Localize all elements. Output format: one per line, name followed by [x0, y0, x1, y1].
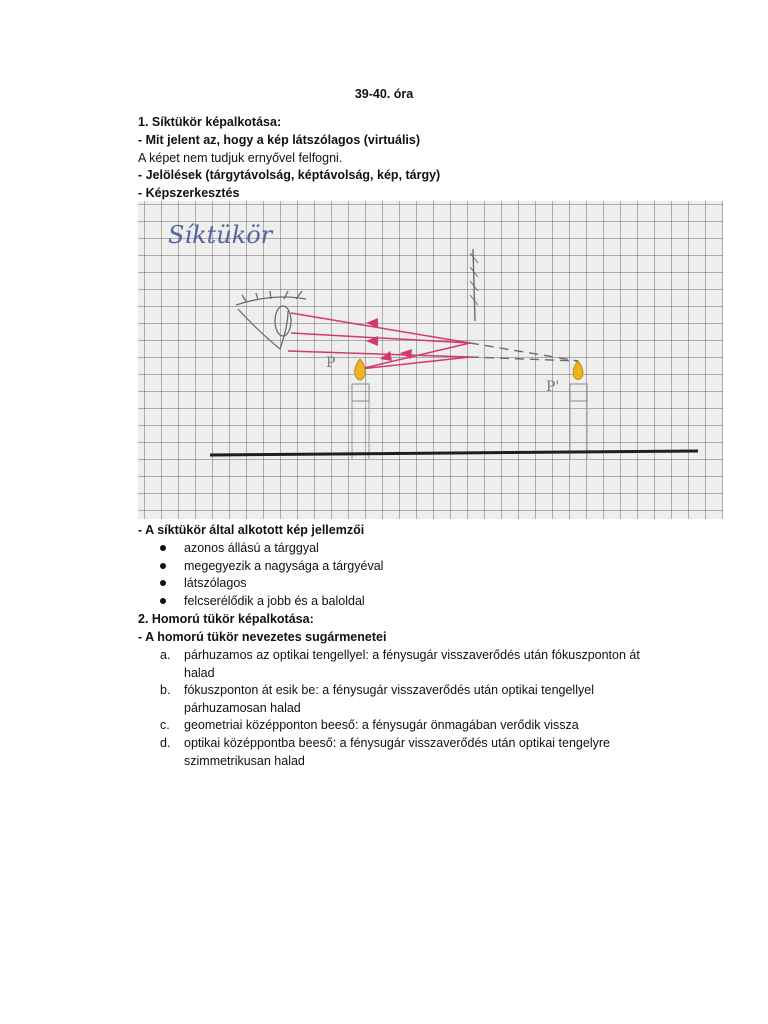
list-item: geometriai középponton beeső: a fénysugár önmagában verődik vissza	[184, 718, 579, 732]
list-item: azonos állású a tárggyal	[184, 541, 319, 555]
list-marker: d.	[160, 736, 171, 750]
bullet-dot	[160, 563, 166, 569]
list-marker: a.	[160, 648, 171, 662]
list-item: optikai középpontba beeső: a fénysugár visszaverődés után optikai tengelyre szimmetrikusan halad	[184, 736, 610, 768]
light-rays	[288, 313, 470, 369]
list-item: fókuszponton át esik be: a fénysugár visszaverődés után optikai tengellyel párhuzamosan halad	[184, 683, 594, 715]
bullet-dot	[160, 580, 166, 586]
plane-mirror-drawing	[138, 201, 723, 519]
list-item: látszólagos	[184, 576, 247, 590]
question-virtual-image: - Mit jelent az, hogy a kép látszólagos (virtuális)	[138, 133, 421, 147]
image-candle	[570, 361, 587, 459]
list-marker: c.	[160, 718, 170, 732]
section2-subheading: - A homorú tükör nevezetes sugármenetei	[138, 630, 387, 644]
section2-heading: 2. Homorú tükör képalkotása:	[138, 612, 314, 626]
bullet-dot	[160, 598, 166, 604]
list-marker: b.	[160, 683, 171, 697]
ground-line	[210, 451, 698, 455]
bullet-dot	[160, 545, 166, 551]
answer-virtual-image: A képet nem tudjuk ernyővel felfogni.	[138, 151, 343, 165]
question-construction: - Képszerkesztés	[138, 186, 240, 200]
handwritten-title: Síktükör	[168, 221, 273, 249]
page-title: 39-40. óra	[354, 87, 414, 101]
object-candle	[352, 359, 369, 459]
list-item: felcserélődik a jobb és a baloldal	[184, 594, 365, 608]
question-notation: - Jelölések (tárgytávolság, képtávolság, kép, tárgy)	[138, 168, 441, 182]
eye-sketch	[236, 291, 306, 349]
section1-heading: 1. Síktükör képalkotása:	[138, 115, 282, 129]
section1b-heading: - A síktükör által alkotott kép jellemzői	[138, 523, 365, 537]
image-label: P'	[546, 379, 560, 395]
list-item: megegyezik a nagysága a tárgyéval	[184, 559, 384, 573]
list-item: párhuzamos az optikai tengellyel: a fénysugár visszaverődés után fókuszponton át halad	[184, 648, 640, 680]
object-label: P	[326, 355, 336, 371]
